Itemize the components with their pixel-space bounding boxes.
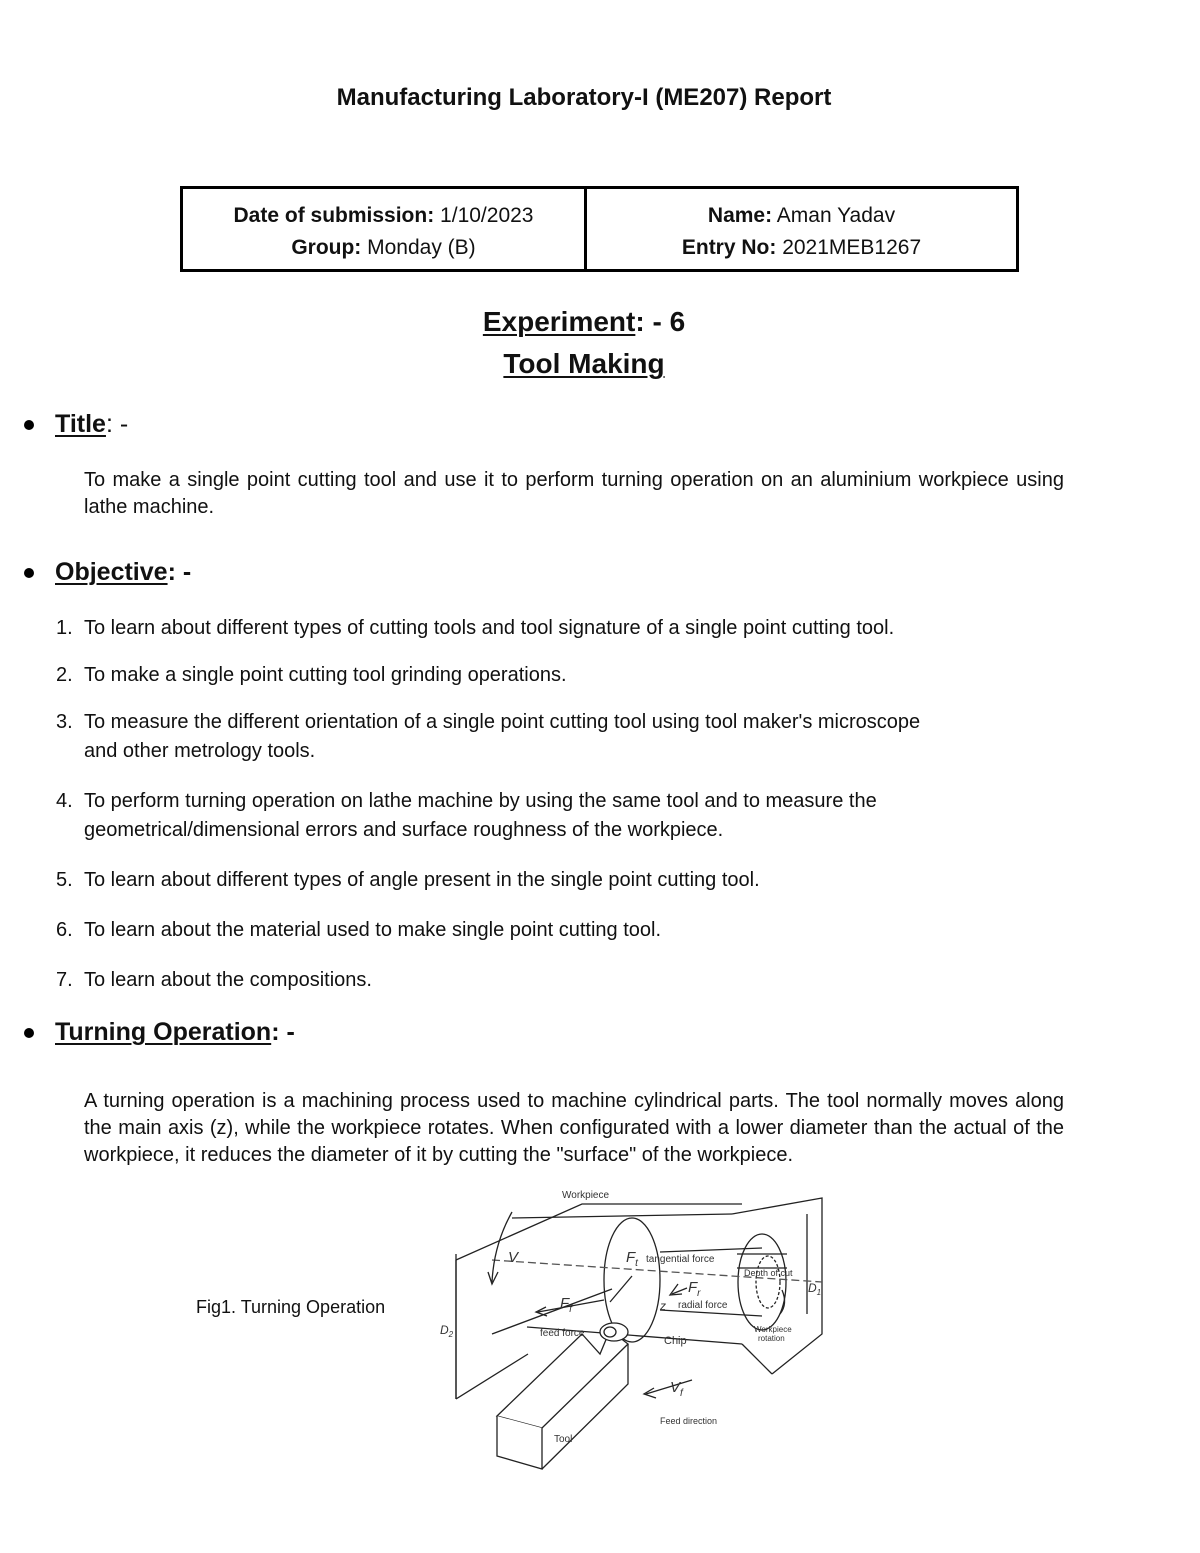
- student-name-row: Name: Aman Yadav: [707, 204, 896, 227]
- label-d1: $D_1$: [808, 1281, 822, 1297]
- figure-caption: Fig1. Turning Operation: [196, 1297, 386, 1317]
- label-fr: $F_r$: [688, 1279, 701, 1299]
- report-title: Manufacturing Laboratory-I (ME207) Report: [336, 84, 832, 111]
- list-item: 1. To learn about different types of cutting tools and tool signature of a single point cutting tool.: [56, 617, 895, 639]
- label-vf: $V_f$: [670, 1379, 683, 1399]
- turning-text: A turning operation is a machining process used to machine cylindrical parts. The tool normally moves along the main axis (z), while the workpiece rotates. When configurated with a lower diameter than the actual of the workpiece, it reduces the diameter of it by cutting the "surface" of the workpiece.: [84, 1090, 1064, 1166]
- turning-heading: Turning Operation : -: [24, 1018, 295, 1047]
- bullet-icon: [24, 568, 34, 578]
- list-item: 3. To measure the different orientation of a single point cutting tool using tool maker's microscope and other metrology tools.: [56, 711, 921, 762]
- objective-heading: Objective : -: [24, 558, 191, 587]
- list-item: 4. To perform turning operation on lathe machine by using the same tool and to measure the geometrical/dimensional errors and surface roughness of the workpiece.: [56, 790, 877, 841]
- list-item: 6. To learn about the material used to make single point cutting tool.: [56, 919, 662, 941]
- label-radial: radial force: [678, 1300, 728, 1311]
- label-ff: $F_f$: [560, 1295, 572, 1315]
- bullet-icon: [24, 420, 34, 430]
- label-rotation-a: Workpiece: [754, 1325, 792, 1334]
- label-ft: $F_t$: [626, 1249, 638, 1269]
- label-feed-force: feed force: [540, 1328, 585, 1339]
- info-cell-left: [183, 189, 587, 269]
- label-v: V: [508, 1249, 519, 1266]
- list-item: 5. To learn about different types of angle present in the single point cutting tool.: [56, 869, 760, 891]
- label-rotation-b: rotation: [758, 1334, 785, 1343]
- info-table: [180, 186, 1019, 272]
- bullet-icon: [24, 1028, 34, 1038]
- label-tangential: tangential force: [646, 1254, 715, 1265]
- group-row: Group: Monday (B): [291, 236, 476, 259]
- label-feed-direction: Feed direction: [660, 1416, 718, 1426]
- label-z: z: [660, 1299, 666, 1313]
- experiment-number: Experiment: - 6: [482, 306, 686, 337]
- title-text: To make a single point cutting tool and use it to perform turning operation on an aluminium workpiece using lathe machine.: [84, 469, 1064, 518]
- experiment-name: Tool Making: [503, 348, 665, 379]
- entry-number-row: Entry No: 2021MEB1267: [681, 236, 922, 259]
- label-d2: $D_2$: [440, 1323, 454, 1339]
- label-depth: Depth of cut: [744, 1268, 793, 1278]
- label-workpiece: Workpiece: [562, 1190, 610, 1201]
- list-item: 2. To make a single point cutting tool grinding operations.: [56, 664, 567, 686]
- label-tool: Tool: [554, 1434, 573, 1445]
- submission-date-row: Date of submission: 1/10/2023: [233, 204, 534, 227]
- info-cell-right: [587, 189, 1016, 269]
- turning-operation-diagram: [432, 1184, 842, 1479]
- label-chip: Chip: [664, 1335, 687, 1347]
- list-item: 7. To learn about the compositions.: [56, 969, 372, 991]
- title-heading: Title : -: [24, 410, 128, 439]
